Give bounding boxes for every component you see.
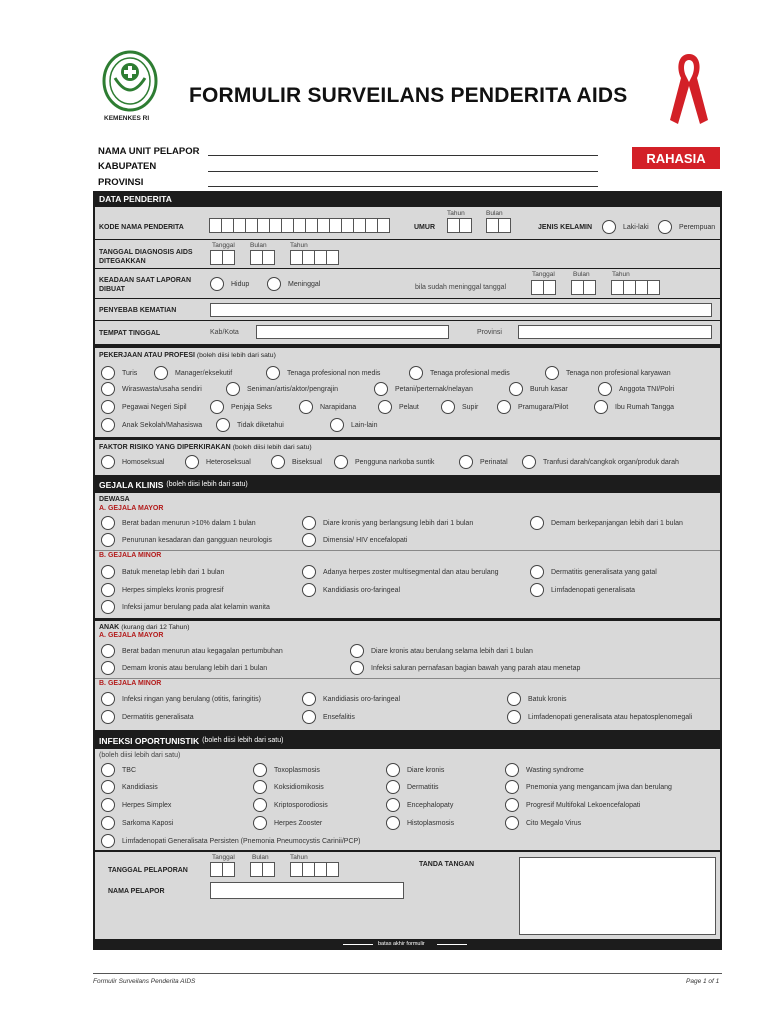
radio-circle[interactable] xyxy=(253,816,267,830)
dewasa-mayor-title: A. GEJALA MAYOR xyxy=(99,505,164,512)
tanda-tangan-label: TANDA TANGAN xyxy=(419,861,475,868)
radio-circle[interactable] xyxy=(226,382,240,396)
radio-circle[interactable] xyxy=(505,798,519,812)
radio-circle[interactable] xyxy=(101,516,115,530)
pekerjaan-option[interactable]: Pegawai Negeri Sipil xyxy=(101,400,187,414)
gejala-option[interactable]: Adanya herpes zoster multisegmental dan atau berulang xyxy=(302,565,499,579)
lapor-tanggal-cells[interactable] xyxy=(210,862,234,877)
radio-circle[interactable] xyxy=(101,600,115,614)
gejala-option[interactable]: Dermatitis generalisata xyxy=(101,710,194,724)
gejala-option[interactable]: Dermatitis generalisata yang gatal xyxy=(530,565,657,579)
provinsi-caption: Provinsi xyxy=(477,329,502,336)
radio-circle[interactable] xyxy=(101,455,115,469)
radio-circle[interactable] xyxy=(101,565,115,579)
pekerjaan-option[interactable]: Pelaut xyxy=(378,400,419,414)
radio-circle[interactable] xyxy=(101,583,115,597)
option-perempuan[interactable]: Perempuan xyxy=(658,220,715,234)
divider xyxy=(95,550,720,551)
gejala-option[interactable]: Diare kronis yang berlangsung lebih dari 1 bulan xyxy=(302,516,473,530)
radio-circle[interactable] xyxy=(299,400,313,414)
radio-circle[interactable] xyxy=(253,763,267,777)
gejala-option[interactable]: Batuk kronis xyxy=(507,692,567,706)
radio-circle[interactable] xyxy=(530,583,544,597)
pekerjaan-option[interactable]: Tenaga profesional medis xyxy=(409,366,510,380)
pekerjaan-title: PEKERJAAN ATAU PROFESI (boleh diisi lebih dari satu) xyxy=(99,352,276,359)
section-data-penderita: DATA PENDERITA xyxy=(93,192,722,206)
mati-tahun-cells[interactable] xyxy=(611,280,659,295)
page-title: FORMULIR SURVEILANS PENDERITA AIDS xyxy=(189,84,628,107)
field-kabupaten-line[interactable] xyxy=(208,171,598,172)
field-unit-pelapor-label: NAMA UNIT PELAPOR xyxy=(98,146,200,157)
logo-caption: KEMENKES RI xyxy=(104,115,150,122)
radio-circle[interactable] xyxy=(101,780,115,794)
infeksi-option[interactable]: Kriptosporodiosis xyxy=(253,798,328,812)
batas-text: batas akhir formulir xyxy=(378,941,425,947)
divider xyxy=(95,678,720,679)
radio-circle[interactable] xyxy=(101,382,115,396)
radio-circle[interactable] xyxy=(101,692,115,706)
gejala-option[interactable]: Batuk menetap lebih dari 1 bulan xyxy=(101,565,224,579)
infeksi-option[interactable]: Herpes Zooster xyxy=(253,816,322,830)
gejala-option[interactable]: Limfadenopati generalisata atau hepatosplenomegali xyxy=(507,710,692,724)
tempat-label: TEMPAT TINGGAL xyxy=(99,330,161,337)
radio-circle[interactable] xyxy=(101,816,115,830)
radio-circle[interactable] xyxy=(271,455,285,469)
pekerjaan-option[interactable]: Wiraswasta/usaha sendiri xyxy=(101,382,202,396)
faktor-option[interactable]: Tranfusi darah/cangkok organ/produk darah xyxy=(522,455,679,469)
diag-tanggal-caption: Tanggal xyxy=(212,242,235,249)
radio-circle[interactable] xyxy=(598,382,612,396)
umur-tahun-caption: Tahun xyxy=(447,210,465,217)
radio-circle[interactable] xyxy=(101,710,115,724)
footer-right: Page 1 of 1 xyxy=(686,978,720,985)
radio-circle[interactable] xyxy=(253,780,267,794)
radio-circle[interactable] xyxy=(302,710,316,724)
radio-circle[interactable] xyxy=(334,455,348,469)
kode-cells[interactable] xyxy=(209,218,389,233)
infeksi-option[interactable]: Dermatitis xyxy=(386,780,439,794)
radio-circle[interactable] xyxy=(101,644,115,658)
option-hidup[interactable]: Hidup xyxy=(210,277,249,291)
infeksi-option[interactable]: Diare kronis xyxy=(386,763,444,777)
gejala-option[interactable]: Diare kronis atau berulang selama lebih dari 1 bulan xyxy=(350,644,533,658)
field-kabupaten-label: KABUPATEN xyxy=(98,161,157,172)
gejala-option[interactable]: Ensefalitis xyxy=(302,710,355,724)
radio-circle[interactable] xyxy=(374,382,388,396)
faktor-option[interactable]: Heteroseksual xyxy=(185,455,251,469)
radio-circle[interactable] xyxy=(409,366,423,380)
aids-ribbon-icon xyxy=(664,50,714,126)
radio-circle[interactable] xyxy=(545,366,559,380)
pekerjaan-option[interactable]: Tidak diketahui xyxy=(216,418,284,432)
pekerjaan-option[interactable]: Anak Sekolah/Mahasiswa xyxy=(101,418,202,432)
kabkota-input[interactable] xyxy=(256,325,449,339)
radio-circle[interactable] xyxy=(302,565,316,579)
umur-bulan-caption: Bulan xyxy=(486,210,503,217)
diagnosis-label: TANGGAL DIAGNOSIS AIDS DITEGAKKAN xyxy=(99,249,193,265)
infeksi-option[interactable]: Herpes Simplex xyxy=(101,798,171,812)
kode-label: KODE NAMA PENDERITA xyxy=(99,224,184,231)
gejala-option[interactable]: Kandidiasis oro-faringeal xyxy=(302,692,400,706)
lapor-tanggal-caption: Tanggal xyxy=(212,854,235,861)
radio-circle[interactable] xyxy=(101,400,115,414)
radio-circle[interactable] xyxy=(497,400,511,414)
radio-circle[interactable] xyxy=(505,816,519,830)
batas-line-left xyxy=(343,944,373,945)
gejala-option[interactable]: Infeksi ringan yang berulang (otitis, faringitis) xyxy=(101,692,261,706)
option-meninggal[interactable]: Meninggal xyxy=(267,277,320,291)
logo xyxy=(101,50,159,114)
tanggal-pelaporan-label: TANGGAL PELAPORAN xyxy=(108,867,188,874)
pekerjaan-option[interactable]: Ibu Rumah Tangga xyxy=(594,400,674,414)
batas-line-right xyxy=(437,944,467,945)
radio-circle[interactable] xyxy=(594,400,608,414)
radio-circle[interactable] xyxy=(507,710,521,724)
radio-circle[interactable] xyxy=(658,220,672,234)
umur-bulan-cells[interactable] xyxy=(486,218,510,233)
lapor-bulan-caption: Bulan xyxy=(252,854,269,861)
field-unit-pelapor-line[interactable] xyxy=(208,155,598,156)
radio-circle[interactable] xyxy=(505,763,519,777)
gejala-option[interactable]: Infeksi saluran pernafasan bagian bawah yang parah atau menetap xyxy=(350,661,580,675)
mati-tanggal-cells[interactable] xyxy=(531,280,555,295)
pekerjaan-option[interactable]: Seniman/artis/aktor/pengrajin xyxy=(226,382,338,396)
infeksi-note: (boleh diisi lebih dari satu) xyxy=(99,752,181,759)
confidential-badge: RAHASIA xyxy=(632,147,720,169)
gejala-option[interactable]: Infeksi jamur berulang pada alat kelamin wanita xyxy=(101,600,270,614)
anak-minor-title: B. GEJALA MINOR xyxy=(99,680,162,687)
field-provinsi-line[interactable] xyxy=(208,186,598,187)
penyebab-input[interactable] xyxy=(210,303,712,317)
radio-circle[interactable] xyxy=(378,400,392,414)
pekerjaan-option[interactable]: Penjaja Seks xyxy=(210,400,272,414)
infeksi-option[interactable]: Koksidiomikosis xyxy=(253,780,324,794)
radio-circle[interactable] xyxy=(509,382,523,396)
pekerjaan-option[interactable]: Narapidana xyxy=(299,400,356,414)
gejala-option[interactable]: Demam kronis atau berulang lebih dari 1 bulan xyxy=(101,661,267,675)
radio-circle[interactable] xyxy=(101,763,115,777)
faktor-option[interactable]: Perinatal xyxy=(459,455,508,469)
radio-circle[interactable] xyxy=(210,277,224,291)
radio-circle[interactable] xyxy=(185,455,199,469)
radio-circle[interactable] xyxy=(386,816,400,830)
penyebab-label: PENYEBAB KEMATIAN xyxy=(99,307,177,314)
radio-circle[interactable] xyxy=(302,533,316,547)
radio-circle[interactable] xyxy=(101,418,115,432)
pekerjaan-option[interactable]: Lain-lain xyxy=(330,418,377,432)
radio-circle[interactable] xyxy=(530,516,544,530)
radio-circle[interactable] xyxy=(602,220,616,234)
gejala-option[interactable]: Herpes simpleks kronis progresif xyxy=(101,583,224,597)
nama-pelapor-label: NAMA PELAPOR xyxy=(108,888,165,895)
dewasa-title: DEWASA xyxy=(99,496,130,503)
radio-circle[interactable] xyxy=(386,763,400,777)
diag-tanggal-cells[interactable] xyxy=(210,250,234,265)
section-gejala-klinis: GEJALA KLINIS (boleh diisi lebih dari satu) xyxy=(93,477,722,492)
radio-circle[interactable] xyxy=(154,366,168,380)
footer-left: Formulir Surveilans Penderita AIDS xyxy=(93,978,196,985)
radio-circle[interactable] xyxy=(101,661,115,675)
provinsi-input[interactable] xyxy=(518,325,712,339)
infeksi-option[interactable]: Progresif Multifokal Lekoencefalopati xyxy=(505,798,640,812)
infeksi-option[interactable]: Pnemonia yang mengancam jiwa dan berulang xyxy=(505,780,672,794)
radio-circle[interactable] xyxy=(302,583,316,597)
faktor-option[interactable]: Pengguna narkoba suntik xyxy=(334,455,434,469)
pekerjaan-option[interactable]: Supir xyxy=(441,400,478,414)
radio-circle[interactable] xyxy=(505,780,519,794)
mati-bulan-caption: Bulan xyxy=(573,271,590,278)
anak-title: ANAK (kurang dari 12 Tahun) xyxy=(99,624,190,631)
pekerjaan-option[interactable]: Anggota TNI/Polri xyxy=(598,382,674,396)
infeksi-option[interactable]: Limfadenopati Generalisata Persisten (Pnemonia Pneumocystis Carinii/PCP) xyxy=(101,834,361,848)
radio-circle[interactable] xyxy=(459,455,473,469)
field-provinsi-label: PROVINSI xyxy=(98,177,144,188)
radio-circle[interactable] xyxy=(302,516,316,530)
faktor-option[interactable]: Biseksual xyxy=(271,455,322,469)
infeksi-option[interactable]: Kandidiasis xyxy=(101,780,158,794)
radio-circle[interactable] xyxy=(386,798,400,812)
section-infeksi: INFEKSI OPORTUNISTIK (boleh diisi lebih dari satu) xyxy=(93,733,722,748)
umur-label: UMUR xyxy=(414,224,435,231)
infeksi-option[interactable]: Encephalopaty xyxy=(386,798,453,812)
infeksi-option[interactable]: Histoplasmosis xyxy=(386,816,454,830)
radio-circle[interactable] xyxy=(507,692,521,706)
faktor-option[interactable]: Homoseksual xyxy=(101,455,164,469)
pekerjaan-option[interactable]: Manager/eksekutif xyxy=(154,366,232,380)
infeksi-option[interactable]: TBC xyxy=(101,763,136,777)
mati-tahun-caption: Tahun xyxy=(612,271,630,278)
keadaan-label: KEADAAN SAAT LAPORAN DIBUAT xyxy=(99,277,192,293)
kabkota-caption: Kab/Kota xyxy=(210,329,239,336)
option-laki-laki[interactable]: Laki-laki xyxy=(602,220,649,234)
gejala-option[interactable]: Limfadenopati generalisata xyxy=(530,583,635,597)
jenis-kelamin-label: JENIS KELAMIN xyxy=(538,224,593,231)
gejala-option[interactable]: Demam berkepanjangan lebih dari 1 bulan xyxy=(530,516,683,530)
infeksi-option[interactable]: Sarkoma Kaposi xyxy=(101,816,173,830)
diag-bulan-caption: Bulan xyxy=(250,242,267,249)
diag-bulan-cells[interactable] xyxy=(250,250,274,265)
radio-circle[interactable] xyxy=(267,277,281,291)
pekerjaan-option[interactable]: Pramugara/Pilot xyxy=(497,400,568,414)
lapor-tahun-cells[interactable] xyxy=(290,862,338,877)
pekerjaan-option[interactable]: Buruh kasar xyxy=(509,382,568,396)
radio-circle[interactable] xyxy=(101,366,115,380)
radio-circle[interactable] xyxy=(101,533,115,547)
faktor-title: FAKTOR RISIKO YANG DIPERKIRAKAN (boleh diisi lebih dari satu) xyxy=(99,444,312,451)
radio-circle[interactable] xyxy=(216,418,230,432)
radio-circle[interactable] xyxy=(386,780,400,794)
gejala-option[interactable]: Berat badan menurun >10% dalam 1 bulan xyxy=(101,516,256,530)
pekerjaan-option[interactable]: Petani/perternak/nelayan xyxy=(374,382,473,396)
footer-line xyxy=(93,973,722,974)
radio-circle[interactable] xyxy=(253,798,267,812)
bila-meninggal-text: bila sudah meninggal tanggal xyxy=(415,284,507,291)
pekerjaan-option[interactable]: Tenaga profesional non medis xyxy=(266,366,380,380)
radio-circle[interactable] xyxy=(530,565,544,579)
radio-circle[interactable] xyxy=(210,400,224,414)
gejala-option[interactable]: Berat badan menurun atau kegagalan pertumbuhan xyxy=(101,644,283,658)
radio-circle[interactable] xyxy=(350,661,364,675)
mati-tanggal-caption: Tanggal xyxy=(532,271,555,278)
radio-circle[interactable] xyxy=(302,692,316,706)
radio-circle[interactable] xyxy=(101,834,115,848)
infeksi-option[interactable]: Toxoplasmosis xyxy=(253,763,320,777)
lapor-bulan-cells[interactable] xyxy=(250,862,274,877)
radio-circle[interactable] xyxy=(522,455,536,469)
radio-circle[interactable] xyxy=(266,366,280,380)
radio-circle[interactable] xyxy=(350,644,364,658)
infeksi-option[interactable]: Wasting syndrome xyxy=(505,763,584,777)
tanda-tangan-box[interactable] xyxy=(519,857,716,935)
lapor-tahun-caption: Tahun xyxy=(290,854,308,861)
radio-circle[interactable] xyxy=(441,400,455,414)
infeksi-option[interactable]: Cito Megalo Virus xyxy=(505,816,581,830)
gejala-option[interactable]: Kandidiasis oro-faringeal xyxy=(302,583,400,597)
pekerjaan-option[interactable]: Turis xyxy=(101,366,137,380)
radio-circle[interactable] xyxy=(330,418,344,432)
umur-tahun-cells[interactable] xyxy=(447,218,471,233)
mati-bulan-cells[interactable] xyxy=(571,280,595,295)
radio-circle[interactable] xyxy=(101,798,115,812)
gejala-option[interactable]: Penurunan kesadaran dan gangguan neurologis xyxy=(101,533,272,547)
gejala-option[interactable]: Dimensia/ HIV encefalopati xyxy=(302,533,407,547)
anak-mayor-title: A. GEJALA MAYOR xyxy=(99,632,164,639)
nama-pelapor-input[interactable] xyxy=(210,882,404,899)
diag-tahun-caption: Tahun xyxy=(290,242,308,249)
dewasa-minor-title: B. GEJALA MINOR xyxy=(99,552,162,559)
pekerjaan-option[interactable]: Tenaga non profesional karyawan xyxy=(545,366,671,380)
diag-tahun-cells[interactable] xyxy=(290,250,338,265)
